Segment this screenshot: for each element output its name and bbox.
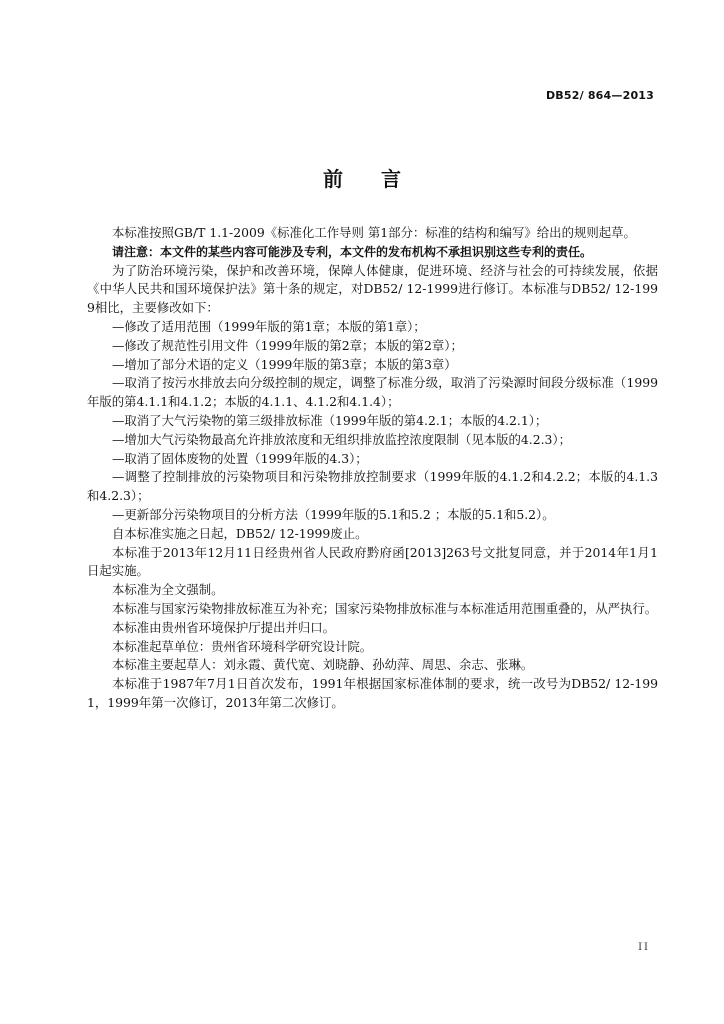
page-number: II (638, 942, 650, 953)
paragraph-history: 本标准于1987年7月1日首次发布，1991年根据国家标准体制的要求，统一改号为DB52/ 12-1991，1999年第一次修订，2013年第二次修订。 (87, 676, 658, 710)
paragraph-purpose: 为了防治环境污染，保护和改善环境，保障人体健康，促进环境、经济与社会的可持续发展，依据《中华人民共和国环境保护法》第十条的规定，对DB52/ 12-1999进行修订。本标准与DB52/ 12-1999相比，主要修改如下： (87, 262, 658, 316)
paragraph-drafting-unit: 本标准起草单位：贵州省环境科学研究设计院。 (112, 638, 373, 654)
list-item: —修改了规范性引用文件（1999年版的第2章；本版的第2章）； (112, 337, 463, 353)
document-code: DB52/ 864—2013 (545, 89, 654, 102)
paragraph-supplement: 本标准与国家污染物排放标准互为补充；国家污染物排放标准与本标准适用范围重叠的，从严执行。 (112, 600, 658, 616)
paragraph-mandatory: 本标准为全文强制。 (112, 582, 224, 598)
foreword-body (87, 224, 658, 713)
list-item: —取消了固体废物的处置（1999年版的4.3）； (112, 450, 368, 466)
paragraph-supersedes: 自本标准实施之日起，DB52/ 12-1999废止。 (112, 525, 368, 541)
list-item: —更新部分污染物项目的分析方法（1999年版的5.1和5.2 ；本版的5.1和5.2）。 (112, 506, 555, 522)
list-item: —调整了控制排放的污染物项目和污染物排放控制要求（1999年版的4.1.2和4.2.2；本版的4.1.3和4.2.3）； (87, 469, 658, 504)
paragraph-drafting-rules: 本标准按照GB/T 1.1-2009《标准化工作导则 第1部分：标准的结构和编写》给出的规则起草。 (112, 225, 636, 240)
page-title: 前言 (323, 167, 439, 191)
list-item: —取消了大气污染物的第三级排放标准（1999年版的第4.2.1；本版的4.2.1）； (112, 412, 548, 428)
list-item: —增加了部分术语的定义（1999年版的第3章；本版的第3章） (112, 356, 457, 372)
paragraph-approval: 本标准于2013年12月11日经贵州省人民政府黔府函[2013]263号文批复同意，并于2014年1月1日起实施。 (87, 544, 658, 579)
paragraph-proposer: 本标准由贵州省环境保护厅提出并归口。 (112, 619, 336, 635)
list-item: —修改了适用范围（1999年版的第1章；本版的第1章）； (112, 318, 426, 334)
list-item: —增加大气污染物最高允许排放浓度和无组织排放监控浓度限制（见本版的4.2.3）； (112, 431, 571, 447)
list-item: —取消了按污水排放去向分级控制的规定，调整了标准分级，取消了污染源时间段分级标准（1999年版的第4.1.1和4.1.2；本版的4.1.1、4.1.2和4.1.4）； (87, 375, 658, 410)
paragraph-patent-notice: 请注意：本文件的某些内容可能涉及专利，本文件的发布机构不承担识别这些专利的责任。 (112, 244, 593, 259)
paragraph-drafters: 本标准主要起草人：刘永霞、黄代宽、刘晓静、孙幼萍、周思、余志、张琳。 (112, 657, 534, 673)
